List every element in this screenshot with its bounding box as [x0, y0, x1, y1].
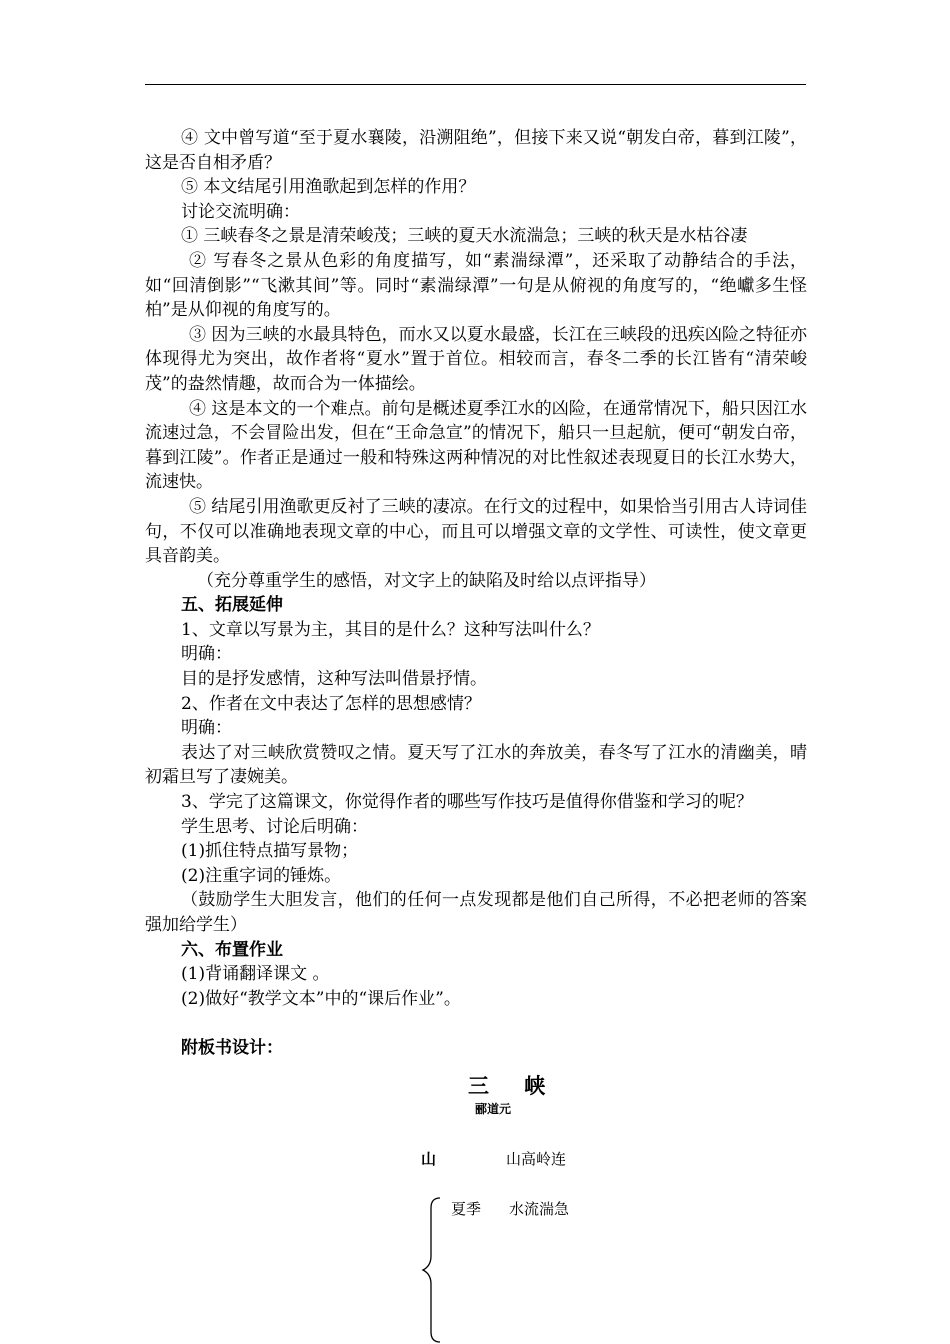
- clarify-label-2: 明确：: [181, 718, 232, 739]
- question-4: ④ 文中曾写道“至于夏水襄陵，沿溯阻绝”，但接下来又说“朝发白帝，暮到江陵”，这是否自相矛盾？: [145, 128, 807, 173]
- answer-2: ② 写春冬之景从色彩的角度描写，如“素湍绿潭”，还采取了动静结合的手法，如“回清倒影”“飞漱其间”等。同时“素湍绿潭”一句是从俯视的角度写的，“绝巘多生怪柏”是从仰视的角度写的。: [145, 250, 807, 321]
- answer-1: ① 三峡春冬之景是清荣峻茂；三峡的夏天水流湍急；三峡的秋天是水枯谷凄: [181, 226, 748, 247]
- board-summer-label: 夏季: [451, 1200, 482, 1218]
- board-brace: [420, 1196, 442, 1344]
- spacer: [145, 1011, 807, 1036]
- teacher-note-2: （鼓励学生大胆发言，他们的任何一点发现都是他们自己所得，不必把老师的答案强加给学生）: [145, 890, 807, 935]
- board-mountain-label: 山: [421, 1150, 437, 1168]
- section-extension-heading: 五、拓展延伸: [181, 595, 283, 616]
- extension-question-2: 2、作者在文中表达了怎样的思想感情？: [181, 693, 481, 714]
- extension-question-3: 3、学完了这篇课文，你觉得作者的哪些写作技巧是值得你借鉴和学习的呢？: [181, 792, 753, 813]
- teacher-note-1: （充分尊重学生的感悟，对文字上的缺陷及时给以点评指导）: [197, 570, 656, 591]
- board-design-heading: 附板书设计：: [181, 1037, 283, 1058]
- board-mountain-desc: 山高岭连: [506, 1150, 567, 1168]
- question-5: ⑤ 本文结尾引用渔歌起到怎样的作用？: [181, 177, 476, 198]
- board-author: 郦道元: [475, 1102, 512, 1116]
- board-title: 三 峡: [468, 1074, 560, 1098]
- section-homework-heading: 六、布置作业: [181, 939, 283, 960]
- extension-answer-2: 表达了对三峡欣赏赞叹之情。夏天写了江水的奔放美，春冬写了江水的清幽美，晴初霜旦写了凄婉美。: [145, 742, 807, 788]
- extension-answer-1: 目的是抒发感情，这种写法叫借景抒情。: [181, 669, 487, 690]
- document-body: [145, 126, 807, 1061]
- homework-item-1: (1)背诵翻译课文 。: [181, 964, 330, 985]
- board-summer-desc: 水流湍急: [509, 1200, 570, 1218]
- answer-4: ④ 这是本文的一个难点。前句是概述夏季江水的凶险，在通常情况下，船只因江水流速过急，不会冒险出发，但在“王命急宣”的情况下，船只一旦起航，便可“朝发白帝，暮到江陵”。作者正是通过一般和特殊这两种情况的对比性叙述表现夏日的长江水势大，流速快。: [145, 398, 807, 493]
- extension-question-1: 1、文章以写景为主，其目的是什么？这种写法叫什么？: [181, 619, 600, 640]
- discussion-label: 讨论交流明确：: [181, 201, 300, 222]
- extension-answer-3-item-2: (2)注重字词的锤炼。: [181, 865, 342, 886]
- extension-answer-3-intro: 学生思考、讨论后明确：: [181, 816, 368, 837]
- homework-item-2: (2)做好“教学文本”中的“课后作业”。: [181, 988, 461, 1009]
- answer-3: ③ 因为三峡的水最具特色，而水又以夏水最盛，长江在三峡段的迅疾凶险之特征亦体现得尤为突出，故作者将“夏水”置于首位。相较而言，春冬二季的长江皆有“清荣峻茂”的盎然情趣，故而合为一体描绘。: [145, 324, 807, 394]
- clarify-label-1: 明确：: [181, 644, 232, 665]
- extension-answer-3-item-1: (1)抓住特点描写景物；: [181, 841, 359, 862]
- header-rule: [145, 84, 806, 85]
- answer-5: ⑤ 结尾引用渔歌更反衬了三峡的凄凉。在行文的过程中，如果恰当引用古人诗词佳句，不仅可以准确地表现文章的中心，而且可以增强文章的文学性、可读性，使文章更具音韵美。: [145, 496, 807, 567]
